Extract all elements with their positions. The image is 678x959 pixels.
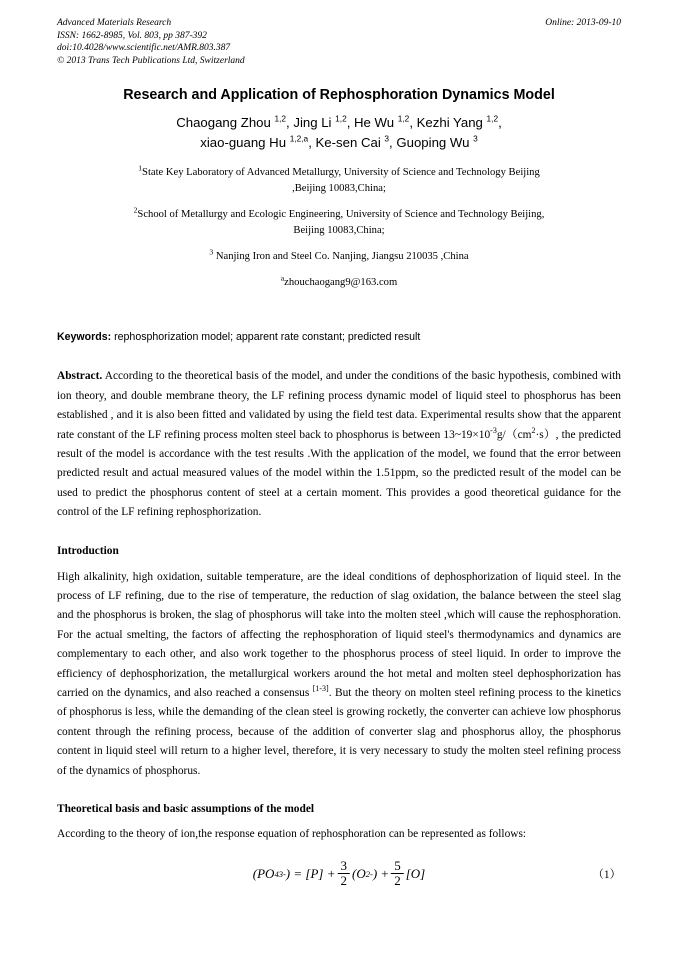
journal-issn: ISSN: 1662-8985, Vol. 803, pp 387-392 (57, 30, 207, 41)
author-sup-2: 1,2 (335, 113, 347, 124)
eq-o-symbol-2: O (410, 865, 421, 881)
author-sup-3: 1,2 (397, 113, 410, 124)
eq-o2-open: ( (352, 865, 357, 881)
author-jing-li: , Jing Li (286, 115, 336, 131)
affiliation-3-text: Nanjing Iron and Steel Co. Nanjing, Jiangsu 210035 ,China (213, 251, 469, 263)
eq-frac1-denominator: 2 (338, 873, 351, 888)
author-xiaoguang-hu: xiao-guang Hu (200, 135, 290, 151)
affiliation-1-text: State Key Laboratory of Advanced Metallurgy, University of Science and Technology Beijing (142, 167, 540, 179)
keywords-line (57, 330, 621, 345)
abstract-text-3: ·s）, the predicted result of the model is accordance with the test results .With the application of the model, we found that the error between predicted result and actual measured values of the model within the 1.51ppm, so the predicted result of the model can be used to predict the phosphorus content of steel at a certain moment. This provides a good theoretical guidance for the control of the LF refining rephosphorization. (57, 428, 622, 519)
abstract-text-1: According to the theoretical basis of the model, and under the conditions of the basic hypothesis, combined with ion theory, and double membrane theory, the LF refining process dynamic model of liquid steel to phosphorus has been established , and it is also been fitted and validated by using the field test data. Experimental results show that the apparent rate constant of the LF refining process molten steel back to phosphorus is between 13~19×10 (57, 370, 621, 441)
journal-header (57, 17, 621, 67)
author-chaogang-zhou: Chaogang Zhou (176, 115, 275, 131)
eq-fraction-5-2 (391, 859, 404, 887)
eq-o-open: [ (405, 865, 411, 881)
eq-o-close: ] (420, 865, 426, 881)
affiliation-1 (57, 165, 621, 197)
author-line-1 (57, 113, 621, 133)
email-address: zhouchaogang9@163.com (284, 277, 398, 289)
introduction-paragraph (57, 568, 621, 781)
email-marker: a (280, 273, 285, 283)
affiliation-3-marker: 3 (209, 247, 214, 257)
abstract-text-2: g/（cm (496, 428, 532, 441)
author-he-wu: , He Wu (346, 115, 398, 131)
equation-row-1 (57, 853, 621, 895)
eq-po: PO (257, 865, 275, 881)
author-sup-7: 3 (473, 133, 478, 144)
introduction-citation: [1-3] (312, 684, 329, 694)
introduction-text-1: High alkalinity, high oxidation, suitable temperature, are the ideal conditions of dephosphorization of liquid steel. In the process of LF refining, due to the rise of temperature, the reduction of slag oxidation, the balance between the steel slag and the phosphorus is broken, the slag of phosphorus will take into the molten steel ,which will cause the rephosphoration. For the actual smelting, the factors of affecting the rephosphoration of liquid steel's thermodynamics and dynamics are complementary to each other, and also work together to the phosphorus process of steel liquid. In order to improve the efficiency of dephosphorization, the metallurgical workers around the hot metal and molten steel dephosphorization has carried on the dynamics, and also reached a consensus (57, 570, 621, 700)
author-sup-6: 3 (384, 133, 390, 144)
affiliation-2 (57, 207, 621, 239)
eq-o2-close: ) + (372, 865, 390, 881)
author-guoping-wu: , Guoping Wu (389, 135, 474, 151)
eq-frac1-numerator: 3 (340, 858, 348, 874)
affiliation-2-line2: Beijing 10083,China; (293, 225, 385, 237)
page-content (57, 17, 621, 895)
journal-name: Advanced Materials Research (57, 18, 172, 28)
author-line-2 (57, 133, 621, 153)
section-heading-theoretical-basis: Theoretical basis and basic assumptions of the model (57, 803, 315, 816)
author-kezhi-yang: , Kezhi Yang (409, 115, 487, 131)
corresponding-email (57, 275, 621, 291)
abstract-label: Abstract. (57, 370, 103, 383)
author-line1-tail: , (498, 115, 502, 131)
affiliation-2-text: School of Metallurgy and Ecologic Engineering, University of Science and Technology Beijing, (137, 209, 545, 221)
author-list (57, 113, 621, 153)
keywords-label: Keywords: (57, 331, 112, 344)
introduction-text-2: . But the theory on molten steel refining process to the kinetics of phosphorus is less, while the demanding of the clean steel is growing rocketly, the converter can achieve low phosphorus content through the refining process, because of the addition of converter slag and phosphorus alloy, the phosphorus content in liquid steel will return to a higher level, therefore, it is very necessary to study the molten steel refining process of the dynamics of phosphorus. (57, 687, 622, 777)
eq-p-symbol: P (310, 865, 319, 881)
paper-title: Research and Application of Rephosphoration Dynamics Model (123, 87, 555, 104)
eq-fraction-3-2 (338, 859, 351, 887)
author-sup-1: 1,2 (274, 113, 287, 124)
author-kesen-cai: , Ke-sen Cai (308, 135, 385, 151)
online-date: Online: 2013-09-10 (545, 18, 621, 28)
eq-frac2-numerator: 5 (394, 858, 401, 874)
affiliation-1-marker: 1 (138, 163, 143, 173)
affiliation-1-line2: ,Beijing 10083,China; (292, 183, 386, 195)
abstract-sup-1: -3 (490, 425, 497, 435)
equation-number-1: （1） (592, 868, 621, 881)
eq-plus-1: ] + (318, 865, 336, 881)
keywords-text: rephosphorization model; apparent rate constant; predicted result (111, 331, 421, 344)
author-sup-5: 1,2,a (289, 133, 309, 144)
equation-1: ( PO 4 3- ) = [ P ] + $\frac{3}{2}$ ( O 2- ) + $\frac{5}{2}$ [ O ] (252, 858, 426, 888)
theoretical-basis-paragraph: According to the theory of ion,the response equation of rephosphoration can be represented as follows: (57, 828, 527, 841)
abstract-paragraph (57, 367, 621, 522)
section-heading-introduction: Introduction (57, 544, 119, 557)
affiliation-3 (57, 249, 621, 265)
eq-o-symbol-1: O (356, 865, 366, 881)
eq-frac2-denominator: 2 (391, 873, 404, 888)
abstract-sup-2: 2 (531, 425, 536, 435)
author-sup-4: 1,2 (486, 113, 499, 124)
eq-lparen: ( (252, 865, 258, 881)
affiliation-2-marker: 2 (133, 205, 138, 215)
journal-copyright: © 2013 Trans Tech Publications Ltd, Switzerland (57, 55, 245, 66)
eq-rparen-eq: ) = [ (285, 865, 311, 881)
journal-doi: doi:10.4028/www.scientific.net/AMR.803.387 (57, 43, 231, 54)
